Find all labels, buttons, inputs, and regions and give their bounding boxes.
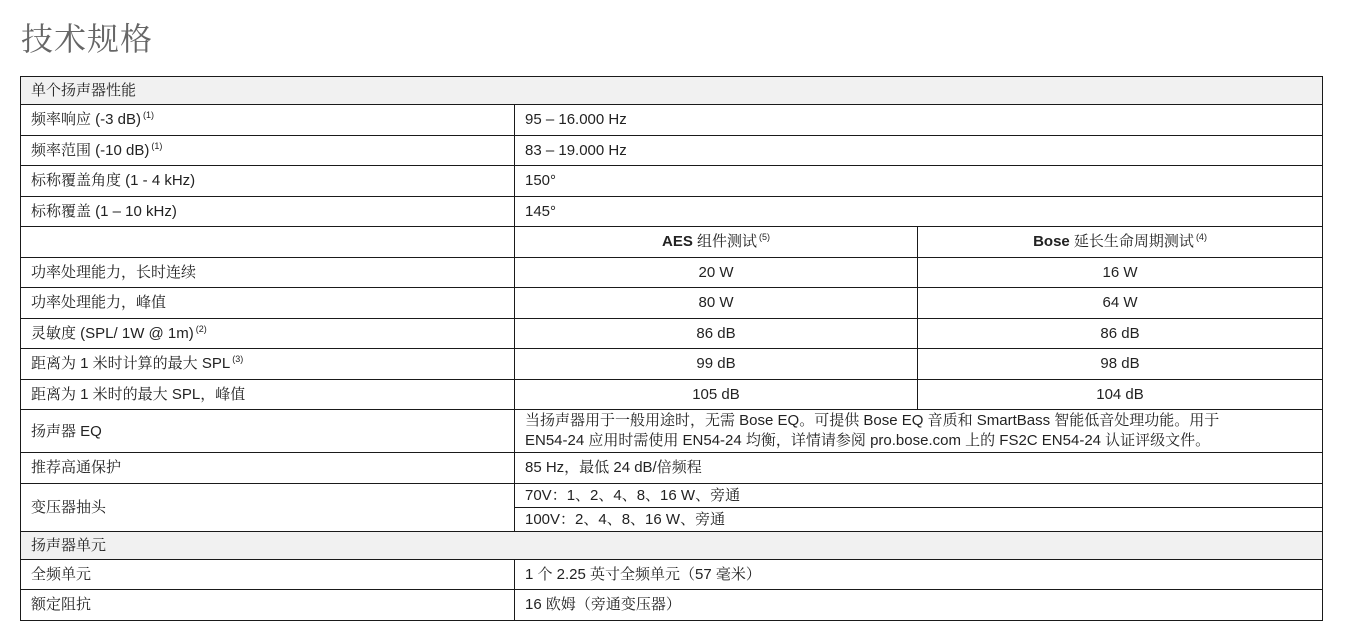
table-row [21, 257, 1323, 288]
table-row [21, 135, 1323, 166]
bose-value: 104 dB [918, 379, 1323, 410]
table-row [21, 483, 1323, 507]
eq-line-2: EN54-24 应用时需使用 EN54-24 均衡，详情请参阅 pro.bose.com 上的 FS2C EN54-24 认证评级文件。 [525, 432, 1211, 449]
aes-value: 80 W [515, 288, 918, 319]
spec-table [20, 76, 1323, 621]
table-row [21, 559, 1323, 590]
row-value: 85 Hz，最低 24 dB/倍频程 [515, 453, 1323, 484]
test-column-header-row [21, 227, 1323, 258]
footnote-marker: (4) [1195, 232, 1207, 243]
table-row [21, 166, 1323, 197]
table-row [21, 379, 1323, 410]
page-title: 技术规格 [21, 20, 154, 58]
row-label: 标称覆盖角度 (1 - 4 kHz) [21, 166, 515, 197]
bose-value: 16 W [918, 257, 1323, 288]
section-header-speaker-performance [21, 77, 1323, 105]
empty-cell [21, 227, 515, 258]
table-row [21, 105, 1323, 136]
bose-value: 64 W [918, 288, 1323, 319]
bose-column-header: Bose 延长生命周期测试 $^{(4)}$ [918, 227, 1323, 258]
row-label: 距离为 1 米时的最大 SPL，峰值 [21, 379, 515, 410]
row-label: 变压器抽头 [21, 483, 515, 531]
footnote-marker: (3) [232, 354, 244, 365]
row-value [515, 410, 1323, 453]
bose-value: 86 dB [918, 318, 1323, 349]
row-value: 95 – 16.000 Hz [515, 105, 1323, 136]
row-value: 1 个 2.25 英寸全频单元（57 毫米） [515, 559, 1323, 590]
row-label: 距离为 1 米时计算的最大 SPL $^{(3)}$ [21, 349, 515, 380]
aes-column-header: AES 组件测试 $^{(5)}$ [515, 227, 918, 258]
row-label: 功率处理能力，峰值 [21, 288, 515, 319]
footnote-marker: (2) [195, 323, 207, 334]
section-label: 扬声器单元 [21, 531, 1323, 559]
aes-value: 99 dB [515, 349, 918, 380]
row-value: 150° [515, 166, 1323, 197]
aes-value: 86 dB [515, 318, 918, 349]
table-row [21, 410, 1323, 453]
table-row [21, 196, 1323, 227]
row-value: 145° [515, 196, 1323, 227]
row-label: 标称覆盖 (1 – 10 kHz) [21, 196, 515, 227]
eq-line-1: 当扬声器用于一般用途时，无需 Bose EQ。可提供 Bose EQ 音质和 SmartBass 智能低音处理功能。用于 [525, 412, 1220, 429]
aes-value: 20 W [515, 257, 918, 288]
footnote-marker: (1) [151, 140, 163, 151]
row-label: 扬声器 EQ [21, 410, 515, 453]
row-label: 功率处理能力，长时连续 [21, 257, 515, 288]
tap-70v-value: 70V：1、2、4、8、16 W、旁通 [515, 483, 1323, 507]
section-label: 单个扬声器性能 [21, 77, 1323, 105]
footnote-marker: (1) [143, 110, 155, 121]
row-label: 全频单元 [21, 559, 515, 590]
table-row [21, 349, 1323, 380]
row-label: 频率范围 (-10 dB) $^{(1)}$ [21, 135, 515, 166]
table-row [21, 318, 1323, 349]
footnote-marker: (5) [759, 232, 770, 243]
row-value: 83 – 19.000 Hz [515, 135, 1323, 166]
table-row [21, 288, 1323, 319]
row-label: 推荐高通保护 [21, 453, 515, 484]
tap-100v-value: 100V：2、4、8、16 W、旁通 [515, 507, 1323, 531]
table-row [21, 453, 1323, 484]
row-label: 频率响应 (-3 dB) $^{(1)}$ [21, 105, 515, 136]
row-value: 16 欧姆（旁通变压器） [515, 590, 1323, 621]
row-label: 额定阻抗 [21, 590, 515, 621]
aes-value: 105 dB [515, 379, 918, 410]
row-label: 灵敏度 (SPL/ 1W @ 1m) $^{(2)}$ [21, 318, 515, 349]
section-header-speaker-unit [21, 531, 1323, 559]
table-row [21, 590, 1323, 621]
bose-value: 98 dB [918, 349, 1323, 380]
